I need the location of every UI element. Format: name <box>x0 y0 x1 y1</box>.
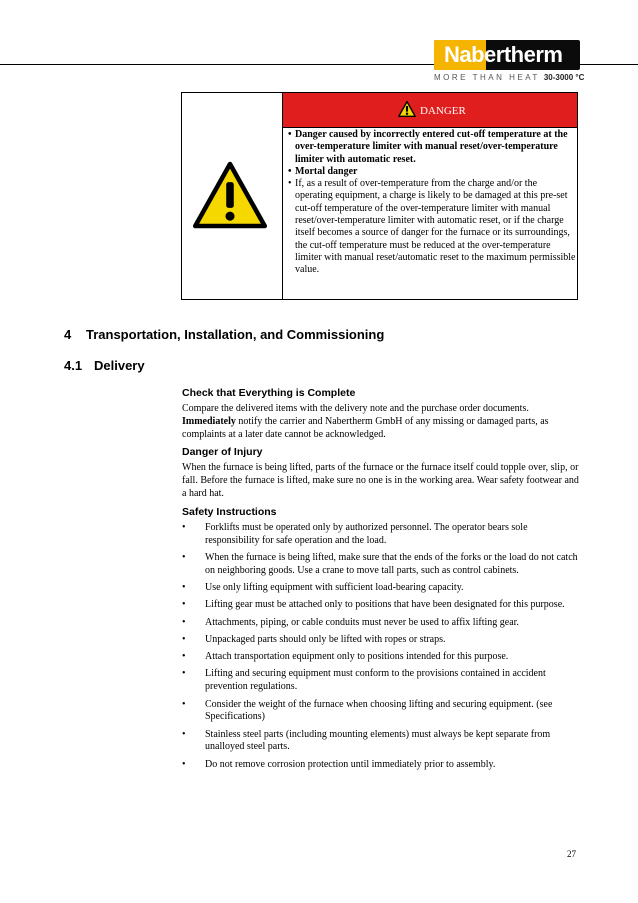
danger-item: • If, as a result of over-temperature from the charge and/or the operating equipment, a charge is likely to be damaged at this pre-set cut-off temperature of the over-temperature limiter with manual reset/over-temperature limiter with automatic reset, or if the charge itself becomes a source of danger for the furnace or its surroundings, the cut-off temperature must be reduced at the over-temperature limiter with manual reset/automatic reset to the maximum permissible value. <box>288 178 576 276</box>
list-item-text: Lifting and securing equipment must conform to the provisions contained in accident prevention regulations. <box>205 668 546 693</box>
list-item: • Attach transportation equipment only to positions intended for this purpose. <box>182 651 509 663</box>
check-text-end: notify the carrier and Nabertherm GmbH of any missing or damaged parts, as complaints at a later date cannot be acknowledged. <box>182 415 549 440</box>
check-heading: Check that Everything is Complete <box>182 387 356 399</box>
list-item-text: Attach transportation equipment only to positions intended for this purpose. <box>205 651 509 663</box>
list-item-text: Consider the weight of the furnace when choosing lifting and securing equipment. (see Specifications) <box>205 698 553 723</box>
danger-body <box>288 129 576 277</box>
page-number: 27 <box>567 849 576 859</box>
list-item-text: Use only lifting equipment with sufficient load-bearing capacity. <box>205 581 464 593</box>
section-heading <box>64 327 384 342</box>
danger-icon-cell <box>182 93 283 299</box>
list-item-text: Lifting gear must be attached only to positions that have been designated for this purpose. <box>205 599 565 611</box>
tagline <box>434 73 584 85</box>
list-item: • When the furnace is being lifted, make sure that the ends of the forks or the load do not catch on neighboring goods. Use a crane to move tall parts, such as control cabinets. <box>182 551 578 576</box>
warning-triangle-small-icon <box>398 101 416 117</box>
injury-paragraph: When the furnace is being lifted, parts of the furnace or the furnace itself could topple over, slip, or fall. Before the furnace is lifted, make sure no one is in the working area. Wear safety footwear and a hard hat. <box>182 462 579 499</box>
list-item-text: Forklifts must be operated only by authorized personnel. The operator bears sole responsibility for safe operation and the load. <box>205 521 528 546</box>
danger-item: • Mortal danger <box>288 165 358 177</box>
check-paragraph <box>182 403 582 441</box>
danger-item-text: Danger caused by incorrectly entered cut-off temperature at the over-temperature limiter with manual reset/over-temperature limiter with automatic reset. <box>295 129 568 165</box>
check-text-start: Compare the delivered items with the delivery note and the purchase order documents. <box>182 403 529 414</box>
danger-item-text: Mortal danger <box>295 165 358 177</box>
logo-text: Nabertherm <box>444 42 563 67</box>
danger-box <box>181 92 578 300</box>
list-item-text: Do not remove corrosion protection until immediately prior to assembly. <box>205 758 496 770</box>
tagline-range: 30-3000 °C <box>543 73 585 82</box>
list-item: • Do not remove corrosion protection until immediately prior to assembly. <box>182 758 496 770</box>
subsection-heading <box>64 358 145 373</box>
danger-header <box>283 93 577 128</box>
check-bold-word: Immediately <box>182 415 236 427</box>
danger-item-text: If, as a result of over-temperature from the charge and/or the operating equipment, a charge is likely to be damaged at this pre-set cut-off temperature of the over-temperature limiter with manual reset/over-temperature limiter with automatic reset, or if the charge itself becomes a source of danger for the furnace or its surroundings, the cut-off temperature must be reduced at the over-temperature limiter with manual reset/automatic reset to the maximum permissible value. <box>295 178 576 276</box>
safety-list <box>182 522 582 772</box>
injury-heading: Danger of Injury <box>182 446 263 459</box>
warning-triangle-icon <box>192 161 268 229</box>
danger-title: DANGER <box>420 105 466 117</box>
section-number: 4 <box>64 327 72 342</box>
section-title: Transportation, Installation, and Commissioning <box>86 327 385 342</box>
list-item: • Attachments, piping, or cable conduits must never be used to affix lifting gear. <box>182 616 519 628</box>
danger-item: • Danger caused by incorrectly entered cut-off temperature at the over-temperature limiter with manual reset/over-temperature limiter with automatic reset. <box>288 129 568 165</box>
safety-heading: Safety Instructions <box>182 505 277 518</box>
list-item-text: Attachments, piping, or cable conduits must never be used to affix lifting gear. <box>205 616 519 628</box>
list-item-text: When the furnace is being lifted, make sure that the ends of the forks or the load do not catch on neighboring goods. Use a crane to move tall parts, such as control cabinets. <box>205 551 578 576</box>
list-item: • Use only lifting equipment with sufficient load-bearing capacity. <box>182 581 464 593</box>
list-item: • Lifting gear must be attached only to positions that have been designated for this purpose. <box>182 599 565 611</box>
list-item: • Forklifts must be operated only by authorized personnel. The operator bears sole responsibility for safe operation and the load. <box>182 521 528 546</box>
list-item: • Lifting and securing equipment must conform to the provisions contained in accident prevention regulations. <box>182 668 546 693</box>
subsection-number: 4.1 <box>64 358 83 373</box>
list-item: • Unpackaged parts should only be lifted with ropes or straps. <box>182 633 446 645</box>
list-item: • Consider the weight of the furnace when choosing lifting and securing equipment. (see Specifications) <box>182 698 553 723</box>
list-item-text: Stainless steel parts (including mounting elements) must always be kept separate from unalloyed steel parts. <box>205 728 551 753</box>
list-item: • Stainless steel parts (including mounting elements) must always be kept separate from unalloyed steel parts. <box>182 728 551 753</box>
list-item-text: Unpackaged parts should only be lifted with ropes or straps. <box>205 633 446 645</box>
subsection-title: Delivery <box>94 358 145 373</box>
delivery-content <box>182 387 582 776</box>
tagline-text: MORE THAN HEAT <box>434 73 540 82</box>
